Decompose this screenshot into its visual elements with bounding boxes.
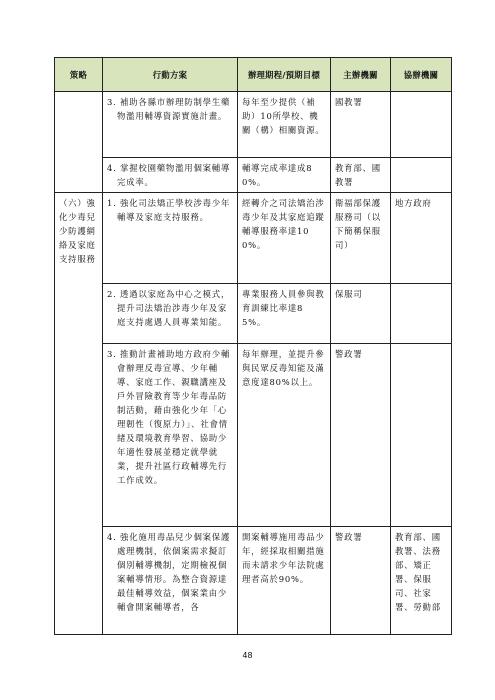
table-row — [55, 284, 452, 344]
assist-agency-cell — [391, 92, 452, 158]
assist-agency-cell — [391, 344, 452, 527]
lead-agency-cell: 教育部、國教署 — [331, 158, 391, 193]
strategy-cell: （六）強化少毒兒少防護網絡及家庭支持服務 — [55, 193, 103, 635]
action-cell: 3. 補助各縣市辦理防制學生藥物濫用輔導資源實施計畫。 — [103, 92, 238, 158]
page-number: 48 — [242, 651, 253, 660]
table-header-row — [55, 58, 452, 92]
target-cell: 每年辦理，並提升參與民眾反毒知能及滿意度達80%以上。 — [238, 344, 331, 527]
action-cell: 4. 強化施用毒品兒少個案保護處理機制，依個案需求擬訂個別輔導機制，定期檢視個案輔導情形。為整合資源達最佳輔導效益，個案業由少輔會開案輔導者，各 — [103, 527, 238, 635]
assist-agency-cell: 地方政府 — [391, 193, 452, 284]
target-cell: 每年至少提供（補助）10所學校、機關（構）相關資源。 — [238, 92, 331, 158]
action-cell: 2. 透過以家庭為中心之模式，提升司法矯治涉毒少年及家庭支持處遇人員專業知能。 — [103, 284, 238, 344]
assist-agency-cell — [391, 284, 452, 344]
strategy-cell — [55, 92, 103, 193]
header-target: 辦理期程/預期目標 — [238, 58, 331, 92]
table-row — [55, 193, 452, 284]
header-action: 行動方案 — [103, 58, 238, 92]
table-row — [55, 527, 452, 635]
action-cell: 1. 強化司法矯正學校涉毒少年輔導及家庭支持服務。 — [103, 193, 238, 284]
lead-agency-cell: 警政署 — [331, 344, 391, 527]
action-cell: 4. 掌握校園藥物濫用個案輔導完成率。 — [103, 158, 238, 193]
target-cell: 輔導完成率達成80%。 — [238, 158, 331, 193]
assist-agency-cell — [391, 158, 452, 193]
header-lead-agency: 主辦機關 — [331, 58, 391, 92]
lead-agency-cell: 國教署 — [331, 92, 391, 158]
table-row — [55, 344, 452, 527]
lead-agency-cell: 警政署 — [331, 527, 391, 635]
assist-agency-cell: 教育部、國教署、法務部、矯正署、保服司、社家署、勞動部 — [391, 527, 452, 635]
lead-agency-cell: 保服司 — [331, 284, 391, 344]
target-cell: 經轉介之司法矯治涉毒少年及其家庭追蹤輔導服務率達100%。 — [238, 193, 331, 284]
table-row — [55, 92, 452, 158]
action-cell: 3. 推動計畫補助地方政府少輔會辦理反毒宣導、少年輔導、家庭工作、親職講座及戶外冒險教育等少年毒品防制活動，藉由強化少年「心理韌性（復原力）」、社會情緒及環境教育學習、協助少年適性發展並穩定就學就業，提升社區行政輔導先行工作成效。 — [103, 344, 238, 527]
header-strategy: 策略 — [55, 58, 103, 92]
target-cell: 專業服務人員參與教育訓練比率達85%。 — [238, 284, 331, 344]
target-cell: 開案輔導施用毒品少年，經採取相關措施而未請求少年法院處理者高於90%。 — [238, 527, 331, 635]
lead-agency-cell: 衛福部保護服務司（以下簡稱保服司） — [331, 193, 391, 284]
table-row — [55, 158, 452, 193]
action-plan-table — [54, 57, 452, 635]
header-assist-agency: 協辦機關 — [391, 58, 452, 92]
